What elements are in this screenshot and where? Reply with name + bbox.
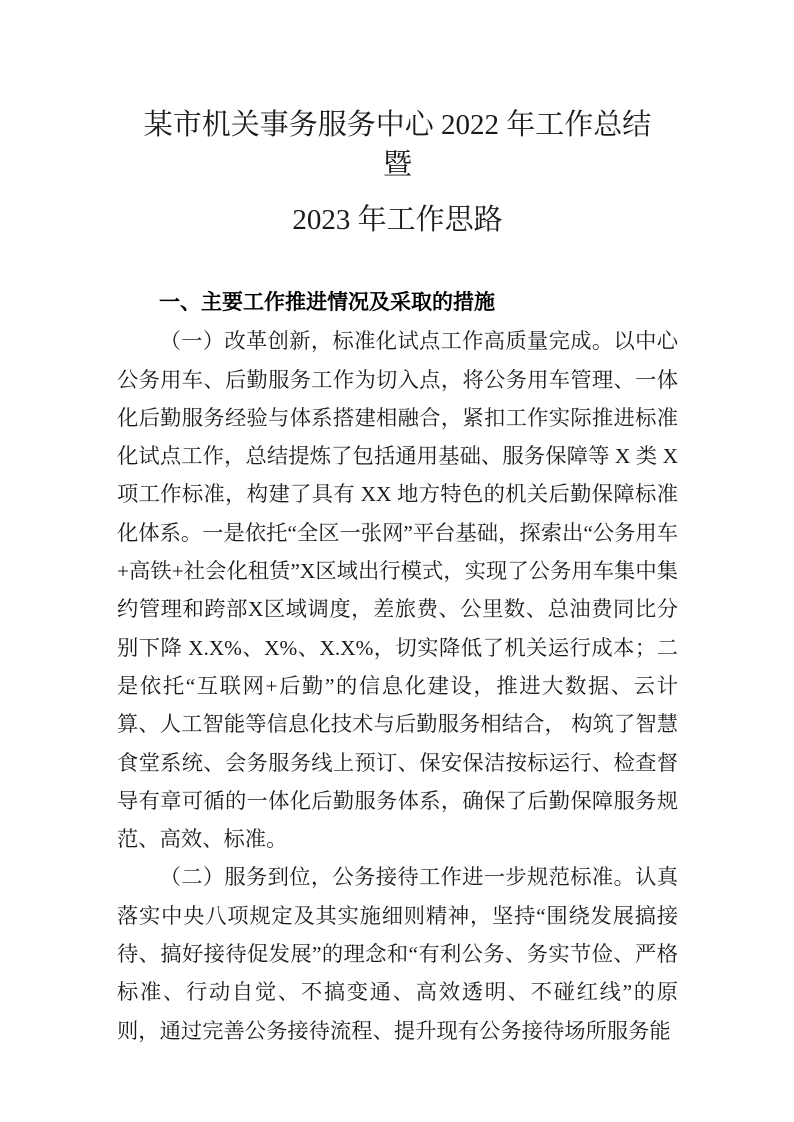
document-title-line-1: 某市机关事务服务中心 2022 年工作总结 [143, 109, 652, 141]
document-subtitle: 2023 年工作思路 [292, 204, 503, 236]
section-heading: 一、主要工作推进情况及采取的措施 [159, 291, 495, 314]
body-paragraph-2: （二）服务到位，公务接待工作进一步规范标准。认真落实中央八项规定及其实施细则精神，坚持“围绕发展搞接待、搞好接待促发展”的理念和“有利公务、务实节俭、严格标准、行动自觉、不搞变通、高效透明、不碰红线”的原则，通过完善公务接待流程、提升现有公务接待场所服务能 [117, 865, 678, 1043]
document-content [117, 0, 678, 1050]
body-paragraph-1: （一）改革创新，标准化试点工作高质量完成。以中心公务用车、后勤服务工作为切入点，将公务用车管理、一体化后勤服务经验与体系搭建相融合，紧扣工作实际推进标准化试点工作，总结提炼了包括通用基础、服务保障等 X 类 X 项工作标准，构建了具有 XX 地方特色的机关后勤保障标准化体系。一是依托“全区一张网”平台基础，探索出“公务用车+高铁+社会化租赁”X区域出行模式，实现了公务用车集中集约管理和跨部X区域调度，差旅费、公里数、总油费同比分别下降 X.X%、X%、X.X%，切实降低了机关运行成本；二是依托“互联网+后勤”的信息化建设，推进大数据、云计算、人工智能等信息化技术与后勤服务相结合， 构筑了智慧食堂系统、会务服务线上预订、保安保洁按标运行、检查督导有章可循的一体化后勤服务体系，确保了后勤保障服务规范、高效、标准。 [117, 329, 678, 852]
document-title-line-2: 暨 [382, 149, 412, 181]
document-title [117, 105, 678, 185]
